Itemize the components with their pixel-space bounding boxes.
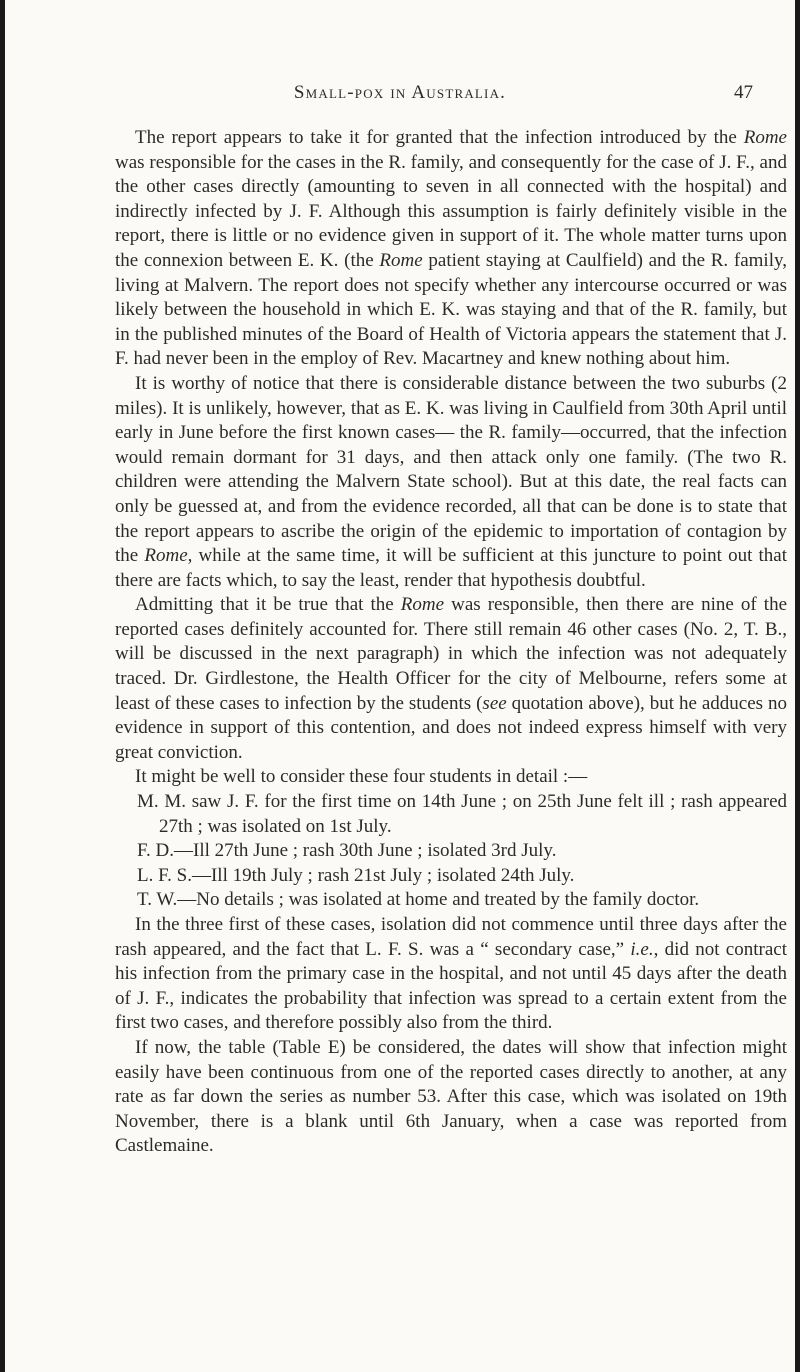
italic-text: Rome (400, 594, 445, 616)
text-run: , while at the same time, it will be sufficient at this juncture to point out that there are facts which, to say the least, render that hypothesis doubtful. (115, 545, 788, 591)
text-run: was responsible for the cases in the R. family, and consequently for the case of J. F., and the other cases directly (amounting to seven in all connected with the hospital) and indirectly infected by J. F. Although this assumption is fairly definitely visible in the report, there is little or no evidence given in support of it. The whole matter turns upon the connexion between E. K. (the (115, 151, 787, 271)
paragraph (115, 1036, 787, 1159)
body-text (115, 126, 787, 1159)
text-run: was responsible, then there are nine of the reported cases definitely accounted for. There still remain 46 other cases (No. 2, T. B., will be discussed in the next paragraph) in which the infection was not adequately traced. Dr. Girdlestone, the Health Officer for the city of Melbourne, refers some at least of these cases to infection by the students ( (115, 594, 788, 714)
case-detail-item (137, 839, 787, 864)
paragraph (115, 765, 787, 790)
text-run: quotation above), but he adduces no evidence in support of this contention, and does not indeed express himself with very great conviction. (115, 692, 787, 763)
italic-text: see (482, 692, 507, 714)
paragraph (115, 913, 787, 1036)
italic-text: Rome (743, 127, 787, 148)
scan-edge-left (0, 0, 5, 1372)
case-detail-item (137, 864, 787, 889)
scan-edge-right (795, 0, 800, 1372)
running-header (0, 82, 800, 112)
text-run: patient staying at Caulfield) and the R. family, living at Malvern. The report does not specify whether any intercourse occurred or was likely between the household in which E. K. was staying and that of the R. family, but in the published minutes of the Board of Health of Victoria appears the statement that J. F. had never been in the employ of Rev. Macartney and knew nothing about him. (115, 249, 787, 370)
italic-text: Rome (379, 249, 423, 271)
case-detail-item (137, 790, 787, 839)
text-run: It might be well to consider these four students in detail :— (135, 766, 588, 788)
paragraph (115, 593, 787, 765)
text-run: , did not contract his infection from the primary case in the hospital, and not until 45 days after the death of J. F., indicates the probability that infection was spread to a certain extent from the first two cases, and therefore possibly also from the third. (115, 938, 787, 1034)
text-run: L. F. S.—Ill 19th July ; rash 21st July ; isolated 24th July. (137, 864, 575, 886)
text-run: The report appears to take it for granted that the infection introduced by the (135, 127, 744, 148)
paragraph (115, 126, 787, 372)
text-run: If now, the table (Table E) be considered, the dates will show that infection might easily have been continuous from one of the reported cases directly to another, at any rate as far down the series as number 53. After this case, which was isolated on 19th November, there is a blank until 6th January, when a case was reported from Castlemaine. (115, 1036, 787, 1157)
text-run: M. M. saw J. F. for the first time on 14th June ; on 25th June felt ill ; rash appeared 27th ; was isolated on 1st July. (137, 791, 787, 837)
italic-text: Rome (144, 545, 188, 567)
text-run: In the three first of these cases, isolation did not commence until three days after the rash appeared, and the fact that L. F. S. was a “ secondary case,” (115, 914, 787, 960)
case-detail-item (137, 888, 787, 913)
text-run: F. D.—Ill 27th June ; rash 30th June ; isolated 3rd July. (137, 840, 557, 862)
text-run: Admitting that it be true that the (135, 594, 401, 616)
running-title: Small-pox in Australia. (293, 82, 507, 103)
paragraph (115, 372, 787, 593)
italic-text: i.e. (630, 938, 654, 960)
page-number: 47 (734, 82, 753, 103)
text-run: T. W.—No details ; was isolated at home and treated by the family doctor. (137, 889, 700, 911)
text-run: It is worthy of notice that there is considerable distance between the two suburbs (2 miles). It is unlikely, however, that as E. K. was living in Caulfield from 30th April until early in June before the first known cases— the R. family—occurred, that the infection would remain dormant for 31 days, and then attack only one family. (The two R. children were attending the Malvern State school). But at this date, the real facts can only be guessed at, and from the evidence recorded, all that can be done is to state that the report appears to ascribe the origin of the epidemic to importation of contagion by the (115, 372, 787, 567)
